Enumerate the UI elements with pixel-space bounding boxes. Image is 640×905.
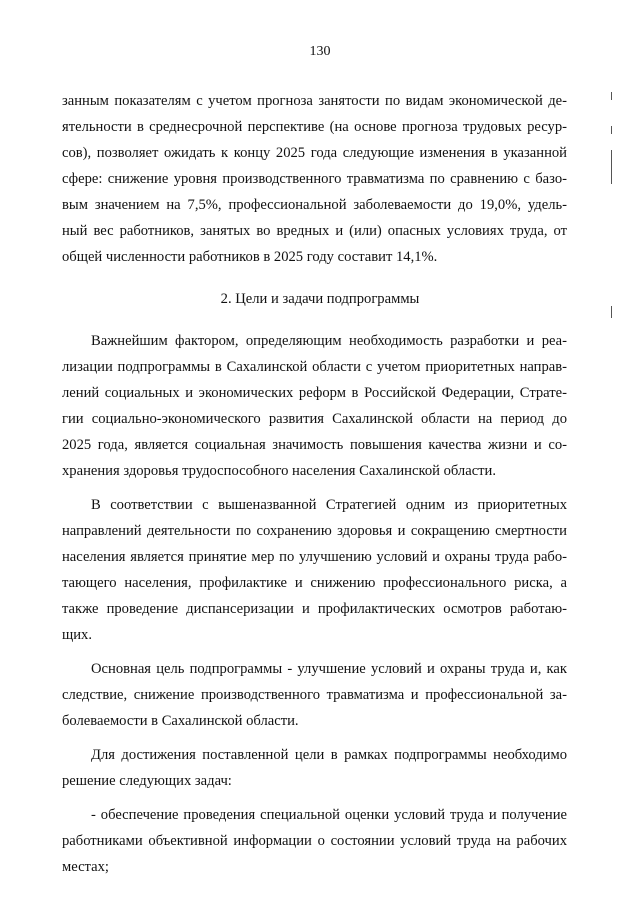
text-line: гии социально-экономического развития Сахалинской области на период до xyxy=(62,411,567,427)
text-line: также проведение диспансеризации и профилактических осмотров работаю- xyxy=(62,601,567,617)
text-line: лизации подпрограммы в Сахалинской области с учетом приоритетных направ- xyxy=(62,359,567,375)
text-line: тающего населения, профилактике и снижению профессионального риска, а xyxy=(62,575,567,591)
text-line: В соответствии с вышеназванной Стратегией одним из приоритетных xyxy=(91,497,567,513)
text-line: местах; xyxy=(62,859,109,875)
page-number: 130 xyxy=(309,44,331,59)
text-line: ятельности в среднесрочной перспективе (на основе прогноза трудовых ресур- xyxy=(62,119,567,135)
text-line: направлений деятельности по сохранению здоровья и сокращению смертности xyxy=(62,523,567,539)
text-line: сфере: снижение уровня производственного травматизма по сравнению с базо- xyxy=(62,171,567,187)
scan-margin-mark xyxy=(611,306,612,318)
scan-margin-mark xyxy=(611,150,612,184)
text-line: следствие, снижение производственного травматизма и профессиональной за- xyxy=(62,687,567,703)
text-line: занным показателям с учетом прогноза занятости по видам экономической де- xyxy=(62,93,567,109)
text-line: решение следующих задач: xyxy=(62,773,232,789)
text-line: хранения здоровья трудоспособного населения Сахалинской области. xyxy=(62,463,497,479)
text-line: ный вес работников, занятых во вредных и (или) опасных условиях труда, от xyxy=(62,223,567,239)
text-line: лений социальных и экономических реформ в Российской Федерации, Страте- xyxy=(62,385,567,401)
text-line: Важнейшим фактором, определяющим необходимость разработки и реа- xyxy=(91,333,567,349)
text-line: 2025 года, является социальная значимость повышения качества жизни и со- xyxy=(62,437,567,453)
section-heading: 2. Цели и задачи подпрограммы xyxy=(220,291,420,307)
text-line: Для достижения поставленной цели в рамках подпрограммы необходимо xyxy=(91,747,567,763)
text-line: сов), позволяет ожидать к концу 2025 года следующие изменения в указанной xyxy=(62,145,567,161)
text-line: щих. xyxy=(62,627,92,643)
scan-margin-mark xyxy=(611,126,612,134)
text-line: населения является принятие мер по улучшению условий и охраны труда рабо- xyxy=(62,549,567,565)
scan-margin-mark xyxy=(611,92,612,100)
text-line: Основная цель подпрограммы - улучшение условий и охраны труда и, как xyxy=(91,661,567,677)
text-line: работниками объективной информации о состоянии условий труда на рабочих xyxy=(62,833,567,849)
text-line: - обеспечение проведения специальной оценки условий труда и получение xyxy=(91,807,567,823)
text-line: общей численности работников в 2025 году составит 14,1%. xyxy=(62,249,438,265)
text-line: болеваемости в Сахалинской области. xyxy=(62,713,299,729)
text-line: вым значением на 7,5%, профессиональной заболеваемости до 19,0%, удель- xyxy=(62,197,567,213)
